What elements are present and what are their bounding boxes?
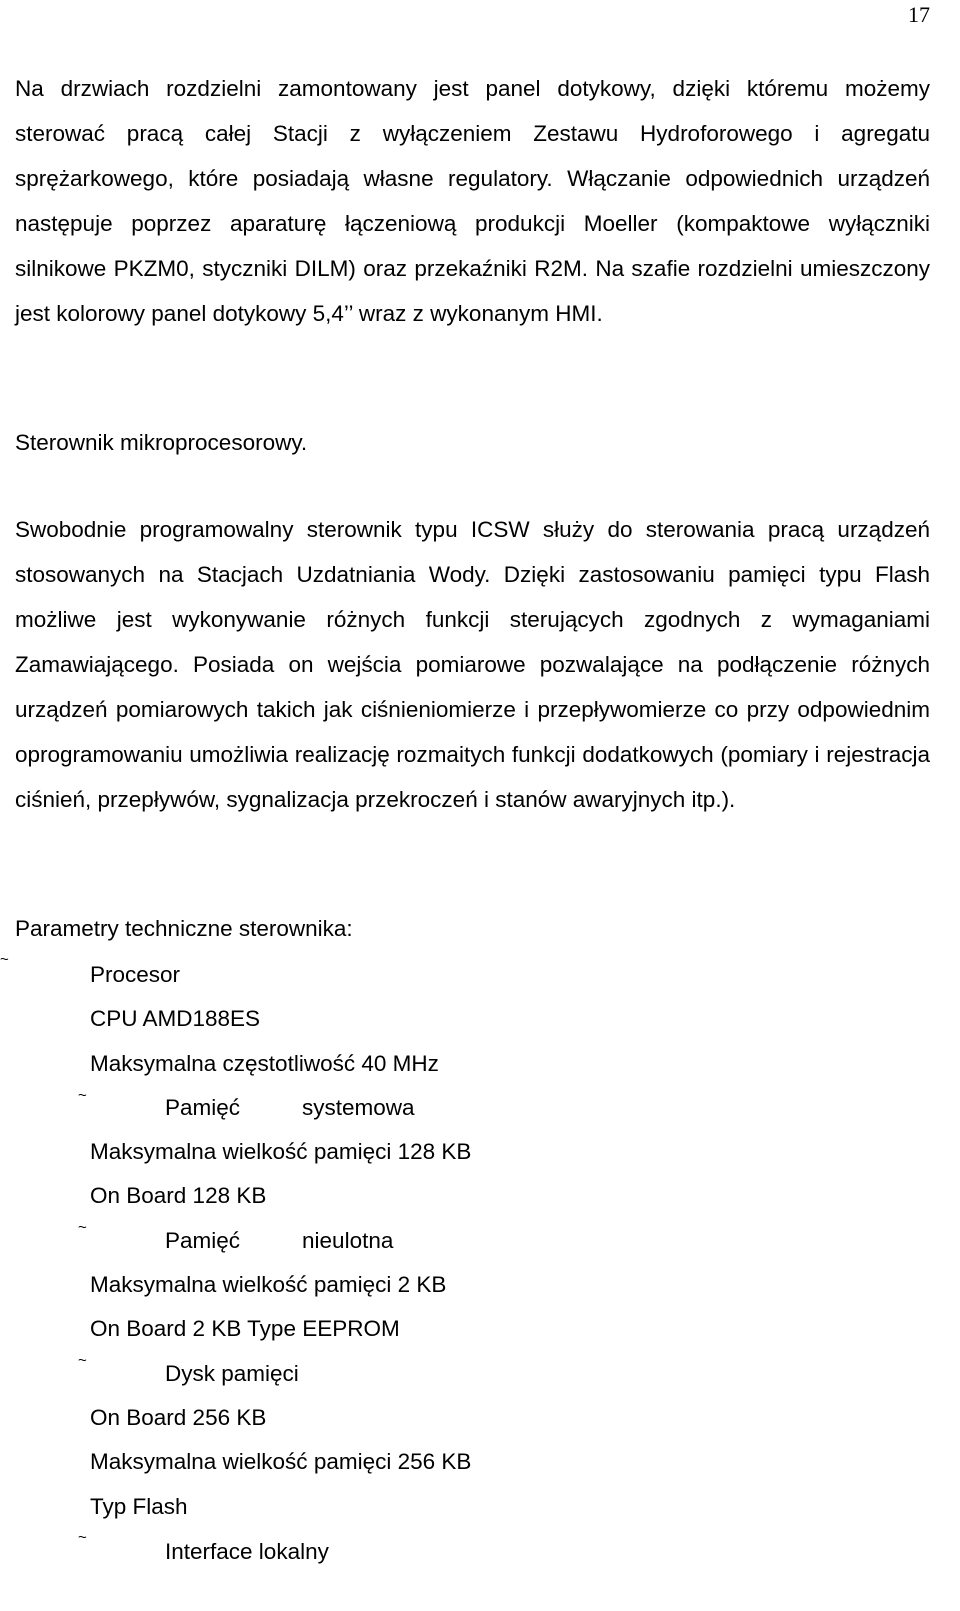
description-paragraph: Swobodnie programowalny sterownik typu ICSW służy do sterowania pracą urządzeń stosowanych na Stacjach Uzdatniania Wody. Dzięki zastosowaniu pamięci typu Flash możliwe jest wykonywanie różnych funkcji sterujących zgodnych z wymaganiami Zamawiającego. Posiada on wejścia pomiarowe pozwalające na podłączenie różnych urządzeń pomiarowych takich jak ciśnieniomierze i przepływomierze co przy odpowiednim oprogramowaniu umożliwia realizację rozmaitych funkcji dodatkowych (pomiary i rejestracja ciśnień, przepływów, sygnalizacja przekroczeń i stanów awaryjnych itp.). — [15, 517, 930, 812]
spec-line: Maksymalna wielkość pamięci 2 KB — [90, 1272, 447, 1297]
params-heading: Parametry techniczne sterownika: — [15, 916, 353, 941]
spec-line: Procesor — [90, 962, 181, 987]
spec-line: Interface lokalny — [165, 1539, 329, 1564]
spec-line: Typ Flash — [90, 1494, 188, 1519]
spec-line: Maksymalna wielkość pamięci 128 KB — [90, 1139, 472, 1164]
spec-line — [165, 1085, 415, 1130]
bullet-icon: ~ — [78, 1219, 87, 1236]
bullet-icon: ~ — [0, 951, 9, 968]
spec-line: Dysk pamięci — [165, 1361, 299, 1386]
intro-paragraph: Na drzwiach rozdzielni zamontowany jest panel dotykowy, dzięki któremu możemy sterować pracą całej Stacji z wyłączeniem Zestawu Hydroforowego i agregatu sprężarkowego, które posiadają własne regulatory. Włączanie odpowiednich urządzeń następuje poprzez aparaturę łączeniową produkcji Moeller (kompaktowe wyłączniki silnikowe PKZM0, styczniki DILM) oraz przekaźniki R2M. Na szafie rozdzielni umieszczony jest kolorowy panel dotykowy 5,4’’ wraz z wykonanym HMI. — [15, 76, 930, 326]
spec-line: On Board 2 KB Type EEPROM — [90, 1316, 400, 1341]
spec-line: CPU AMD188ES — [90, 1006, 261, 1031]
spec-line: Maksymalna wielkość pamięci 256 KB — [90, 1449, 472, 1474]
spec-line: On Board 256 KB — [90, 1405, 267, 1430]
page-number: 17 — [908, 2, 930, 27]
spec-term: Pamięć — [165, 1228, 241, 1253]
bullet-icon: ~ — [78, 1529, 87, 1546]
spec-term: nieulotna — [302, 1228, 394, 1253]
spec-term: Pamięć — [165, 1095, 241, 1120]
section-heading: Sterownik mikroprocesorowy. — [15, 430, 308, 455]
spec-line: Maksymalna częstotliwość 40 MHz — [90, 1051, 439, 1076]
spec-line — [165, 1218, 393, 1263]
bullet-icon: ~ — [78, 1352, 87, 1369]
spec-term: systemowa — [302, 1095, 415, 1120]
bullet-icon: ~ — [78, 1087, 87, 1104]
spec-line: On Board 128 KB — [90, 1183, 267, 1208]
